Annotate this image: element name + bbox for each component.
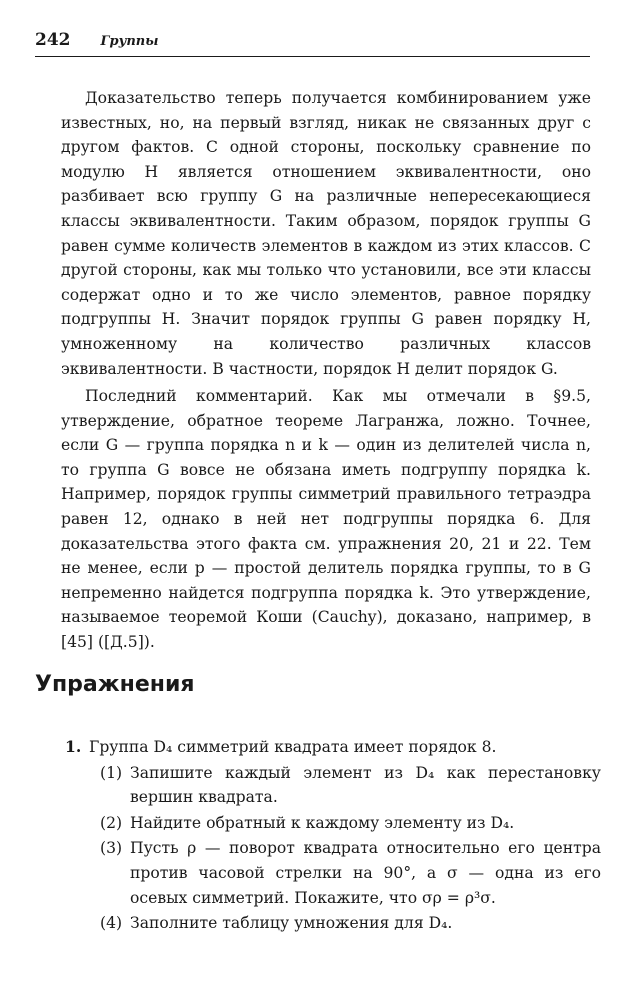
exercise-subitem [100,761,601,810]
section-heading: Упражнения [35,672,195,697]
subitem-label: (3) [100,839,123,858]
page-number: 242 [35,30,71,50]
subitem-label: (1) [100,763,123,782]
subitem-text: Заполните таблицу умножения для D₄. [130,914,453,933]
subitem-label: (2) [100,813,123,832]
subitem-label: (4) [100,914,123,933]
paragraph-1 [61,86,591,381]
exercise-1 [61,735,601,760]
subitem-text: Запишите каждый элемент из D₄ как перестановку вершин квадрата. [130,763,601,807]
running-header [35,30,590,57]
paragraph-2 [61,384,591,655]
paragraph-text: Последний комментарий. Как мы отмечали в §9.5, утверждение, обратное теореме Лагранжа, ложно. Точнее, если G — группа порядка n и k — один из делителей числа n, то группа G вовсе не обязана иметь подгруппу порядка k. Например, порядок группы симметрий правильного тетраэдра равен 12, однако в ней нет подгруппы порядка 6. Для доказательства этого факта см. упражнения 20, 21 и 22. Тем не менее, если p — простой делитель порядка группы, то в G непременно найдется подгруппа порядка k. Это утверждение, называемое теоремой Коши (Cauchy), доказано, например, в [45] ([Д.5]). [61,387,591,651]
exercise-subitem [100,911,601,936]
exercise-number: 1. [65,737,82,756]
subitem-text: Пусть ρ — поворот квадрата относительно его центра против часовой стрелки на 90°, а σ — одна из его осевых симметрий. Покажите, что σρ = ρ³σ. [130,839,601,907]
subitem-text: Найдите обратный к каждому элементу из D₄. [130,813,515,832]
exercise-subitem [100,836,601,910]
exercise-list [61,735,601,936]
exercise-subitem [100,811,601,836]
running-title: Группы [100,34,159,49]
paragraph-text: Доказательство теперь получается комбинированием уже известных, но, на первый взгляд, никак не связанных друг с другом фактов. С одной стороны, поскольку сравнение по модулю H является отношением эквивалентности, оно разбивает всю группу G на различные непересекающиеся классы эквивалентности. Таким образом, порядок группы G равен сумме количеств элементов в каждом из этих классов. С другой стороны, как мы только что установили, все эти классы содержат одно и то же число элементов, равное порядку подгруппы H. Значит порядок группы G равен порядку H, умноженному на количество различных классов эквивалентности. В частности, порядок H делит порядок G. [61,89,591,378]
exercise-statement: Группа D₄ симметрий квадрата имеет порядок 8. [89,738,497,756]
